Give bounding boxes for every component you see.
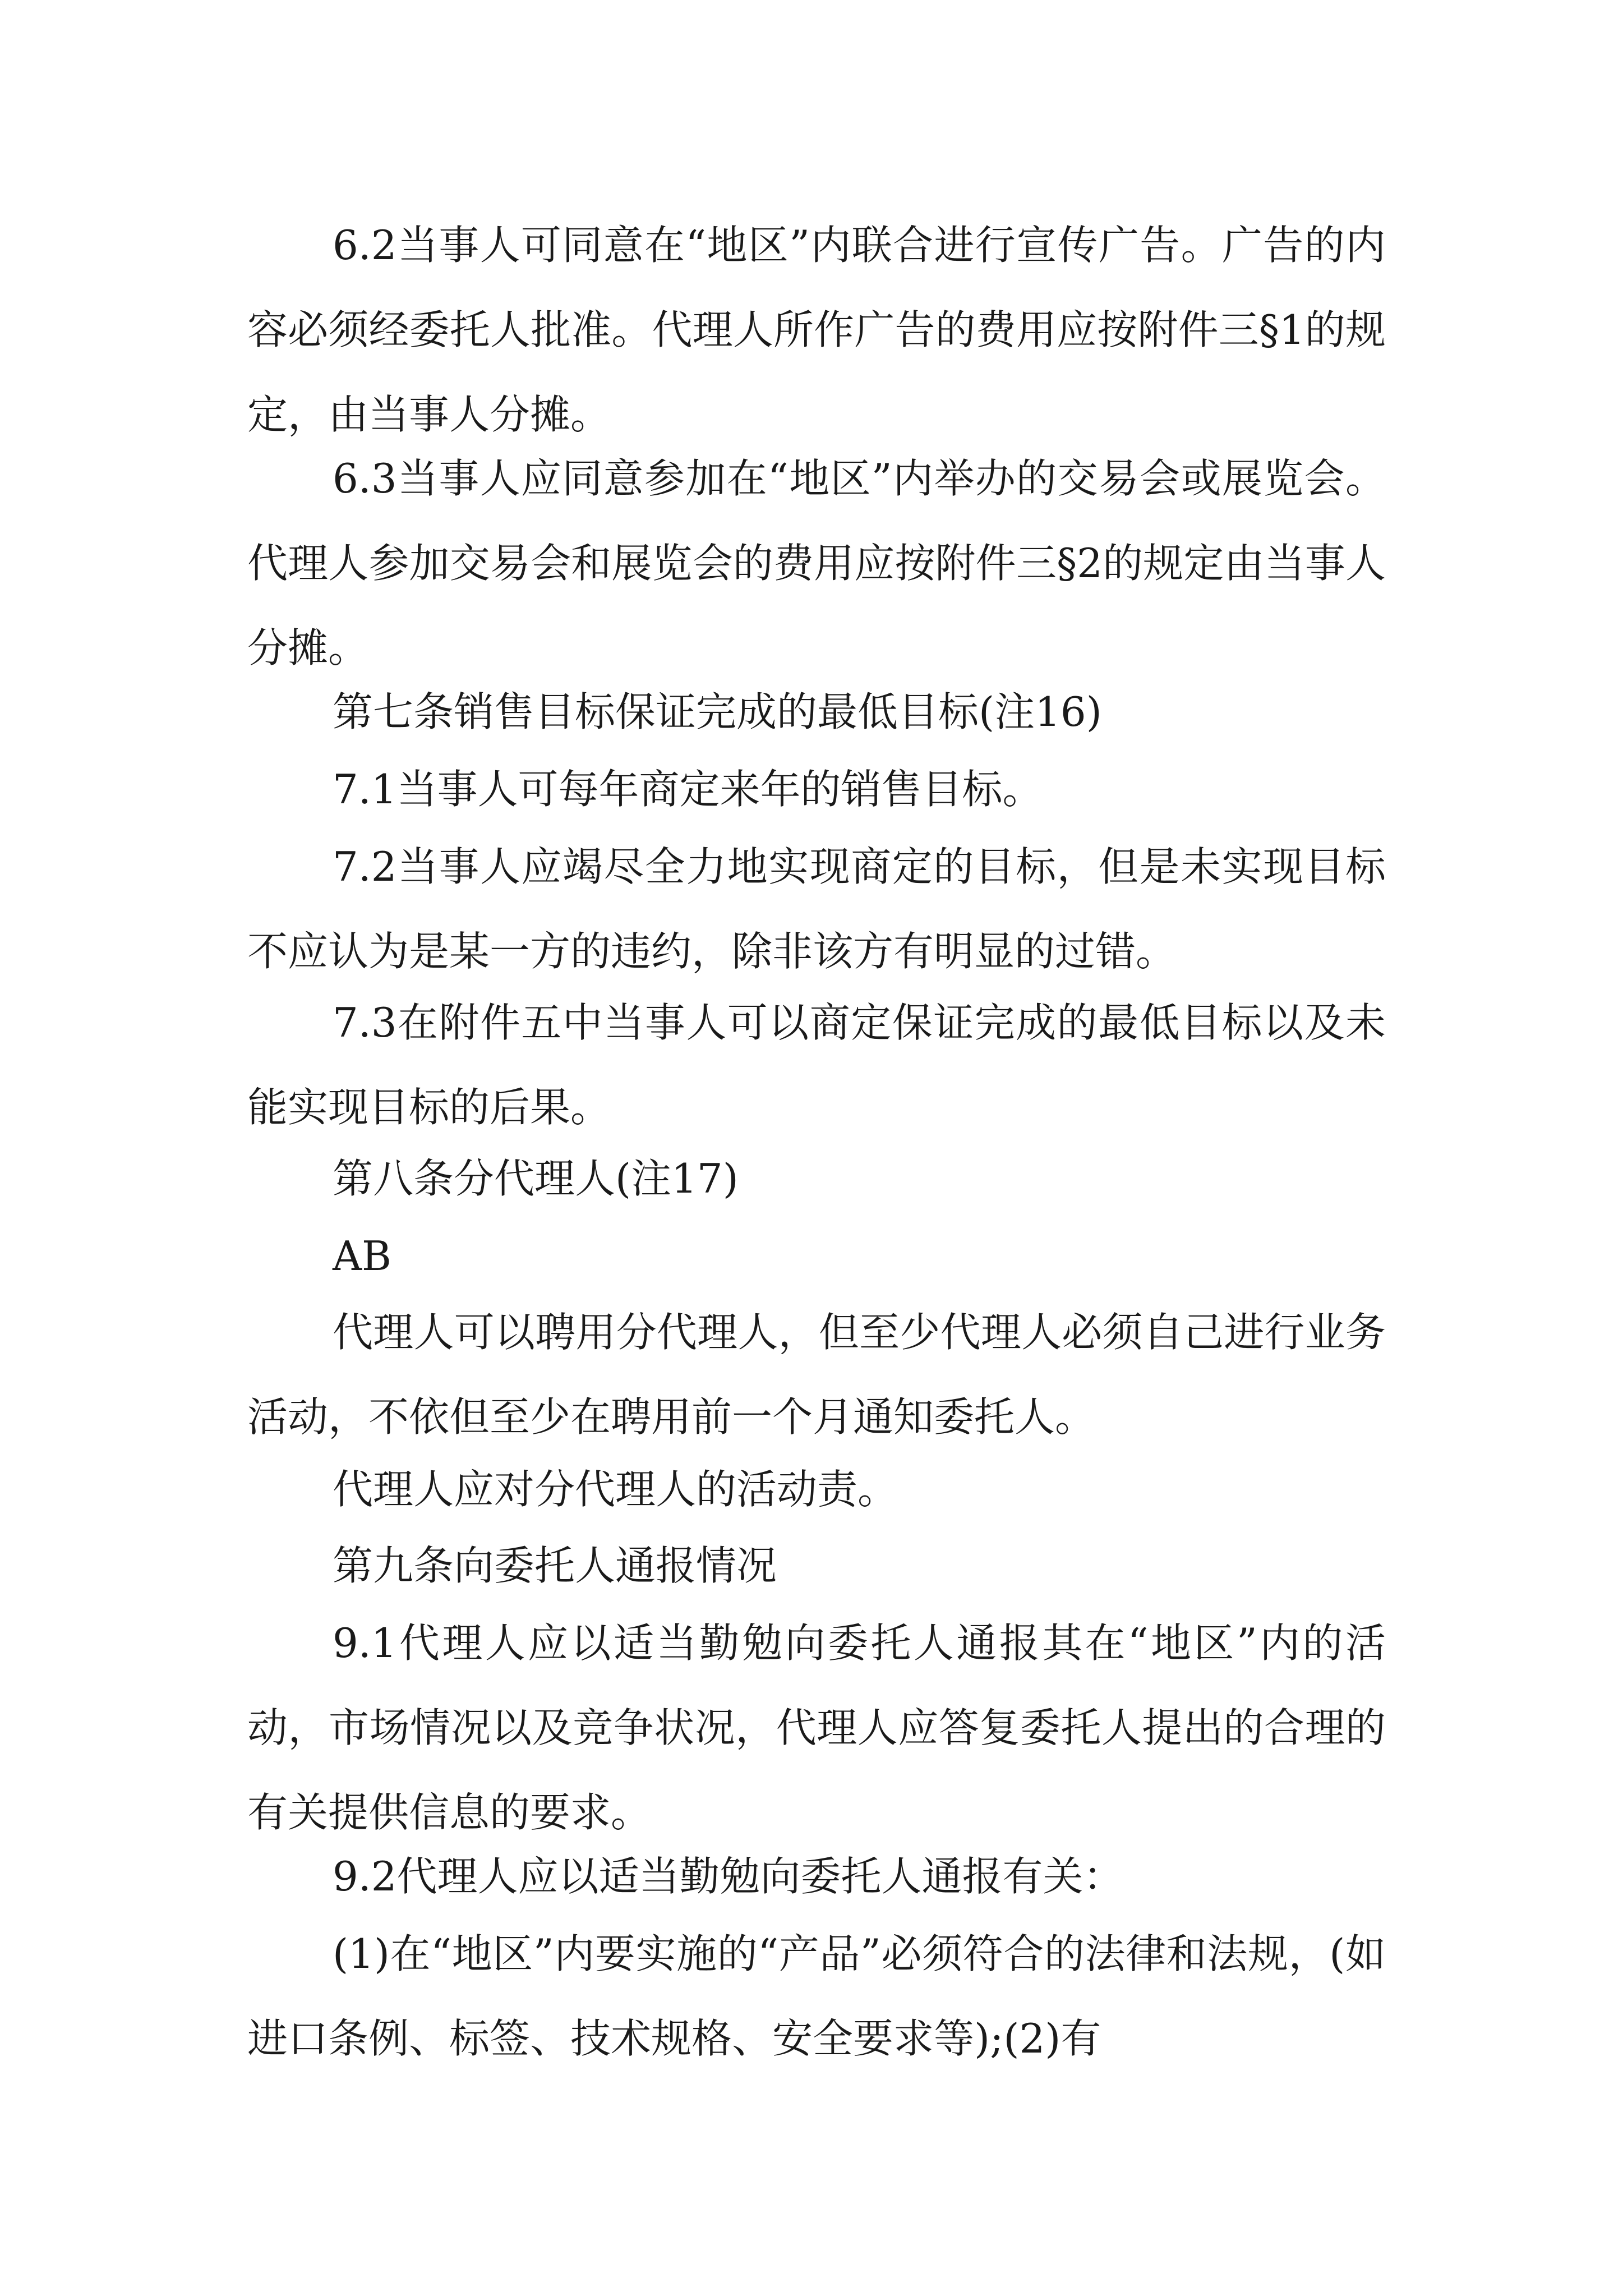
paragraph-9-2-items: (1)在“地区”内要实施的“产品”必须符合的法律和法规，(如进口条例、标签、技术规格、安全要求等);(2)有 <box>247 1930 1386 2062</box>
paragraph-6-2: 6.2当事人可同意在“地区”内联合进行宣传广告。广告的内容必须经委托人批准。代理人所作广告的费用应按附件三§1的规定，由当事人分摊。 <box>247 222 1386 438</box>
article-9-heading: 第九条向委托人通报情况 <box>333 1542 777 1589</box>
paragraph-9-2: 9.2代理人应以适当勤勉向委托人通报有关： <box>333 1853 1124 1900</box>
paragraph-6-3: 6.3当事人应同意参加在“地区”内举办的交易会或展览会。代理人参加交易会和展览会的费用应按附件三§2的规定由当事人分摊。 <box>247 455 1386 671</box>
paragraph-ab: AB <box>333 1232 391 1280</box>
paragraph-7-1: 7.1当事人可每年商定来年的销售目标。 <box>333 766 1043 813</box>
article-7-heading: 第七条销售目标保证完成的最低目标(注16) <box>333 688 1102 735</box>
paragraph-9-1: 9.1代理人应以适当勤勉向委托人通报其在“地区”内的活动，市场情况以及竞争状况，代理人应答复委托人提出的合理的有关提供信息的要求。 <box>247 1619 1386 1836</box>
paragraph-7-3: 7.3在附件五中当事人可以商定保证完成的最低目标以及未能实现目标的后果。 <box>247 999 1386 1131</box>
article-8-heading: 第八条分代理人(注17) <box>333 1155 739 1202</box>
paragraph-7-2: 7.2当事人应竭尽全力地实现商定的目标，但是未实现目标不应认为是某一方的违约，除非该方有明显的过错。 <box>247 843 1386 975</box>
paragraph-sub-agent-responsibility: 代理人应对分代理人的活动责。 <box>333 1466 898 1513</box>
paragraph-sub-agent: 代理人可以聘用分代理人，但至少代理人必须自己进行业务活动，不依但至少在聘用前一个月通知委托人。 <box>247 1309 1386 1441</box>
